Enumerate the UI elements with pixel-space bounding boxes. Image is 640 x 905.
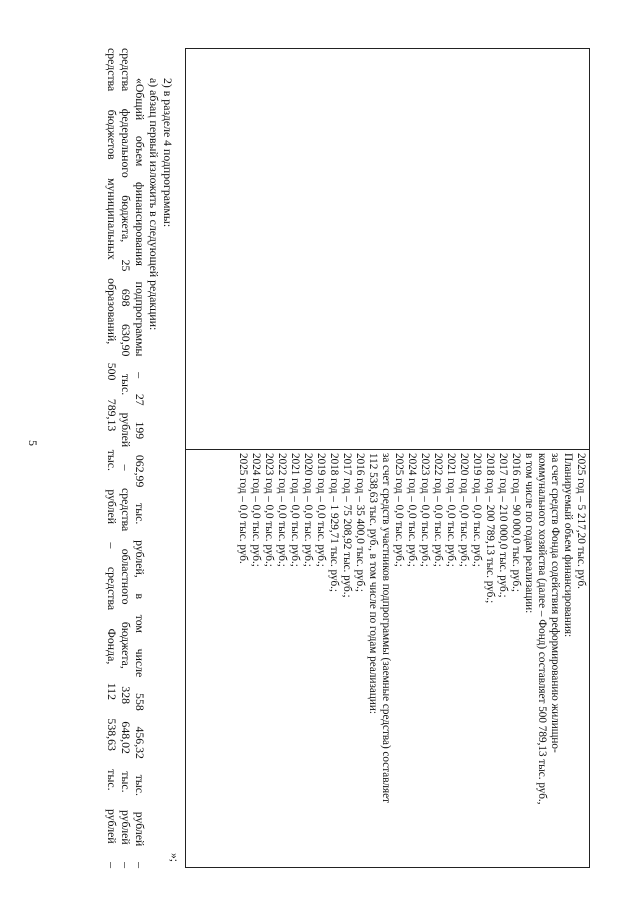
quote-line: средства бюджетов муниципальных образований, 500 789,13 тыс. рублей – средства Фонда, 112 538,63 тыс. рублей – <box>105 48 119 868</box>
table-line: в том числе по годам реализации: <box>523 453 535 614</box>
table-line: коммунального хозяйства (далее – Фонд) составляет 500 789,13 тыс. руб., <box>536 453 548 805</box>
table-line: 2017 год – 210 000,0 тыс. руб.; <box>497 453 509 598</box>
table-line: 112 538,63 тыс. руб., в том числе по годам реализации: <box>367 453 379 714</box>
table-line: за счет средств участников подпрограммы (заемные средства) составляет <box>380 453 392 803</box>
table-line: 2019 год – 0,0 тыс. руб.; <box>471 453 483 567</box>
table-line: 2018 год – 1 929,71 тыс. руб.; <box>328 453 340 593</box>
table-line: 2020 год – 0,0 тыс. руб.; <box>458 453 470 567</box>
table-line: 2016 год – 35 400,0 тыс. руб.; <box>354 453 366 593</box>
subitem-heading: а) абзац первый изложить в следующей редакции: <box>147 78 161 331</box>
table-line: 2024 год – 0,0 тыс. руб.; <box>250 453 262 567</box>
table-line: 2018 год – 200 789,13 тыс. руб.; <box>484 453 496 604</box>
item-heading: 2) в разделе 4 подпрограммы: <box>161 78 175 228</box>
quote-line: «Общий объем финансирования подпрограммы – 27 199 062,99 тыс. рублей, в том числе 558 456,32 тыс. рублей – <box>133 78 147 868</box>
table-line: 2020 год – 0,0 тыс. руб.; <box>302 453 314 567</box>
closing-quote-mark: »; <box>168 853 180 862</box>
table-line: 2022 год – 0,0 тыс. руб.; <box>276 453 288 567</box>
rotated-page-content <box>40 30 600 890</box>
table-line: 2021 год – 0,0 тыс. руб.; <box>445 453 457 567</box>
page-number: 5 <box>26 440 40 446</box>
quote-line: средства федерального бюджета, 25 698 630,90 тыс. рублей – средства областного бюджета, 328 648,02 тыс. рублей – <box>119 48 133 868</box>
table-line: 2023 год – 0,0 тыс. руб.; <box>263 453 275 567</box>
table-line: 2024 год – 0,0 тыс. руб.; <box>406 453 418 567</box>
amendment-text <box>105 48 175 868</box>
table-line: 2022 год – 0,0 тыс. руб.; <box>432 453 444 567</box>
table-line: 2021 год – 0,0 тыс. руб.; <box>289 453 301 567</box>
table-line: за счет средств Фонда содействия реформированию жилищно- <box>549 453 561 753</box>
table-line: 2025 год – 5 217,20 тыс. руб. <box>575 453 587 589</box>
table-line: 2017 год – 75 208,92 тыс. руб.; <box>341 453 353 598</box>
table-column-divider <box>186 449 589 450</box>
table-line: 2019 год – 0,0 тыс. руб.; <box>315 453 327 567</box>
table-line: 2025 год – 0,0 тыс. руб.; <box>393 453 405 567</box>
financing-cell-text <box>236 453 587 863</box>
table-line: 2025 год – 0,0 тыс. руб. <box>237 453 249 564</box>
financing-table <box>185 48 590 868</box>
table-line: Планируемый объем финансирования: <box>562 453 574 638</box>
table-line: 2016 год – 90 000,0 тыс. руб.; <box>510 453 522 593</box>
table-line: 2023 год – 0,0 тыс. руб.; <box>419 453 431 567</box>
